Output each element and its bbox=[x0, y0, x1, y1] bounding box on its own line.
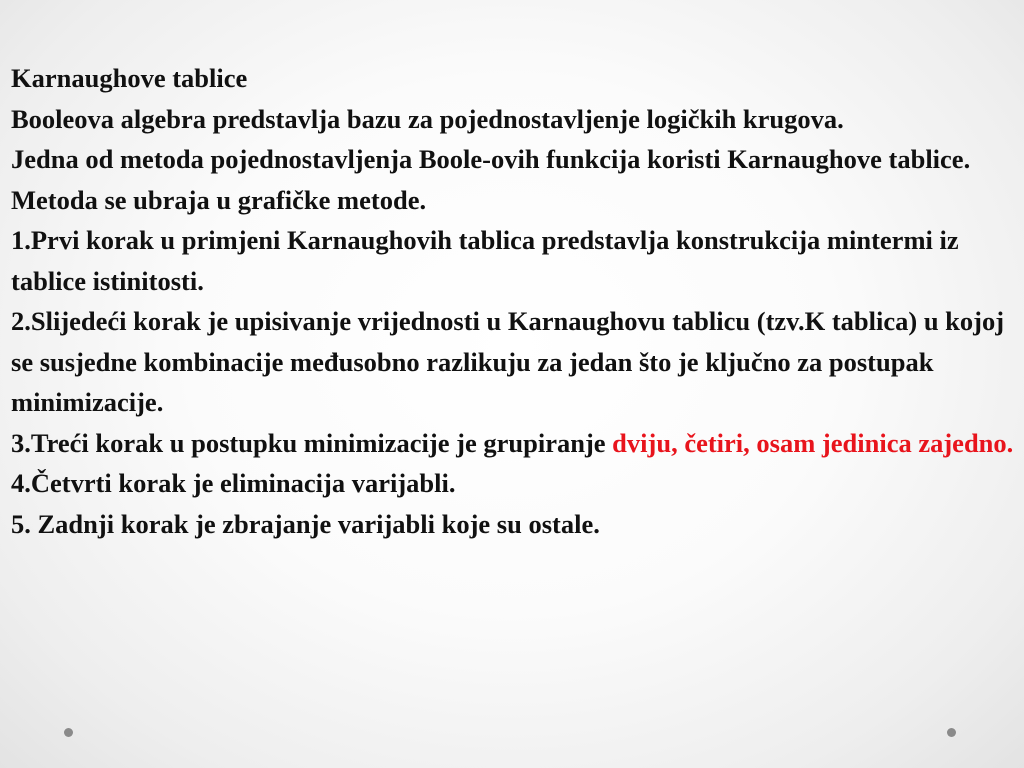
paragraph-intro: Booleova algebra predstavlja bazu za pojednostavljenje logičkih krugova. bbox=[11, 103, 844, 134]
step-5: 5. Zadnji korak je zbrajanje varijabli koje su ostale. bbox=[11, 508, 600, 539]
step-3-text: 3.Treći korak u postupku minimizacije je grupiranje bbox=[11, 427, 613, 458]
step-4: 4.Četvrti korak je eliminacija varijabli. bbox=[11, 468, 456, 498]
paragraph-method: Jedna od metoda pojednostavljenja Boole-ovih funkcija koristi Karnaughove tablice. Metoda se ubraja u grafičke metode. bbox=[11, 144, 971, 215]
decorative-dot-right bbox=[947, 728, 956, 737]
step-3 bbox=[11, 423, 1016, 464]
step-3-highlight: dviju, četiri, osam jedinica zajedno. bbox=[612, 427, 1014, 458]
slide-title: Karnaughove tablice bbox=[11, 63, 248, 93]
slide-content bbox=[11, 58, 1016, 544]
decorative-dot-left bbox=[64, 728, 73, 737]
step-2: 2.Slijedeći korak je upisivanje vrijednosti u Karnaughovu tablicu (tzv.K tablica) u kojoj se susjedne kombinacije međusobno razlikuju za jedan što je ključno za postupak minimizacije. bbox=[11, 306, 1005, 417]
step-1: 1.Prvi korak u primjeni Karnaughovih tablica predstavlja konstrukcija mintermi iz tablice istinitosti. bbox=[11, 225, 959, 296]
